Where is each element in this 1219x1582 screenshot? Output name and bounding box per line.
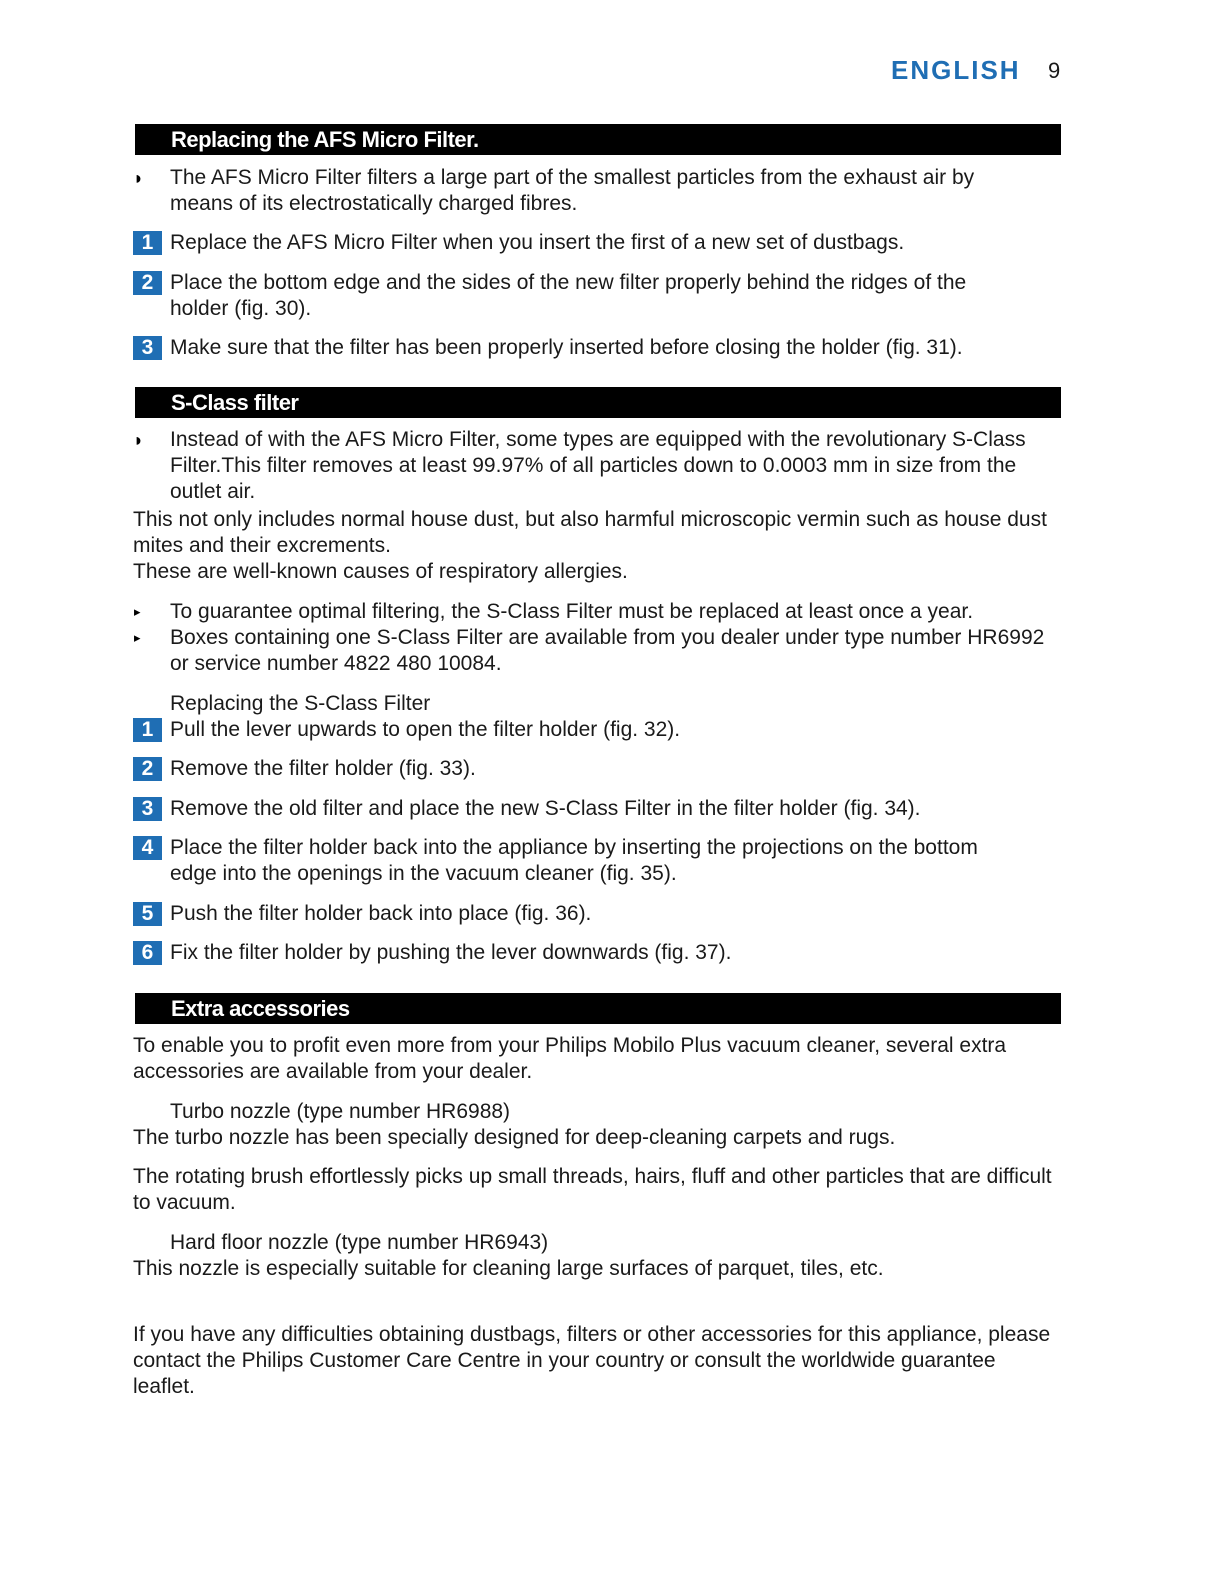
afs-step-1: Replace the AFS Micro Filter when you insert the first of a new set of dustbags. (170, 231, 905, 254)
turbo-text-2: The rotating brush effortlessly picks up small threads, hairs, fluff and other particles that are difficult to vacuum. (133, 1165, 1052, 1214)
afs-step-2: Place the bottom edge and the sides of the new filter properly behind the ridges of the holder (fig. 30). (170, 271, 967, 320)
section-bar-sclass (135, 387, 1061, 418)
hard-floor-text: This nozzle is especially suitable for cleaning large surfaces of parquet, tiles, etc. (133, 1257, 884, 1280)
bullet-icon: ◗ (133, 430, 144, 450)
sclass-step-2: Remove the filter holder (fig. 33). (170, 757, 476, 780)
turbo-heading: Turbo nozzle (type number HR6988) (170, 1100, 511, 1123)
page-number: 9 (1048, 58, 1061, 83)
afs-step-3: Make sure that the filter has been properly inserted before closing the holder (fig. 31). (170, 336, 963, 359)
sclass-step-3: Remove the old filter and place the new S-Class Filter in the filter holder (fig. 34). (170, 797, 921, 820)
sclass-note-1: To guarantee optimal filtering, the S-Class Filter must be replaced at least once a year. (170, 600, 974, 623)
sclass-step-4: Place the filter holder back into the appliance by inserting the projections on the bottom edge into the openings in the vacuum cleaner (fig. 35). (170, 836, 978, 885)
sclass-intro: Instead of with the AFS Micro Filter, some types are equipped with the revolutionary S-Class Filter.This filter removes at least 99.97% of all particles down to 0.0003 mm in size from the outlet air. (170, 428, 1026, 503)
step-number: 1 (133, 718, 162, 742)
turbo-text: The turbo nozzle has been specially designed for deep-cleaning carpets and rugs. (133, 1126, 896, 1149)
step-number: 3 (133, 336, 162, 360)
step-number: 2 (133, 757, 162, 781)
sclass-note-2: Boxes containing one S-Class Filter are available from you dealer under type number HR6992 or service number 4822 480 10084. (170, 626, 1045, 675)
step-number: 6 (133, 941, 162, 965)
triangle-bullet-icon: ▸ (134, 604, 141, 619)
section-bar-extra (135, 993, 1061, 1024)
step-number: 2 (133, 271, 162, 295)
step-number: 5 (133, 902, 162, 926)
step-number: 4 (133, 836, 162, 860)
section-title-sclass: S-Class filter (171, 390, 299, 415)
bullet-icon: ◗ (133, 168, 144, 188)
afs-intro: The AFS Micro Filter filters a large part of the smallest particles from the exhaust air by means of its electrostatically charged fibres. (170, 166, 975, 215)
contact-text: If you have any difficulties obtaining dustbags, filters or other accessories for this appliance, please contact the Philips Customer Care Centre in your country or consult the worldwide guarantee leaflet. (133, 1323, 1051, 1398)
sclass-step-5: Push the filter holder back into place (fig. 36). (170, 902, 592, 925)
sclass-step-1: Pull the lever upwards to open the filter holder (fig. 32). (170, 718, 681, 741)
section-title-afs: Replacing the AFS Micro Filter. (171, 127, 479, 152)
hard-floor-heading: Hard floor nozzle (type number HR6943) (170, 1231, 549, 1254)
step-number: 3 (133, 797, 162, 821)
extra-intro: To enable you to profit even more from your Philips Mobilo Plus vacuum cleaner, several extra accessories are available from your dealer. (133, 1034, 1007, 1083)
step-number: 1 (133, 231, 162, 255)
triangle-bullet-icon: ▸ (134, 630, 141, 645)
sclass-subheading: Replacing the S-Class Filter (170, 692, 431, 715)
language-label: ENGLISH (891, 55, 1021, 85)
section-bar-afs (135, 124, 1061, 155)
sclass-step-6: Fix the filter holder by pushing the lever downwards (fig. 37). (170, 941, 732, 964)
section-title-extra: Extra accessories (171, 996, 350, 1021)
sclass-para-1: This not only includes normal house dust, but also harmful microscopic vermin such as house dust mites and their excrements. These are well-known causes of respiratory allergies. (133, 508, 1047, 583)
